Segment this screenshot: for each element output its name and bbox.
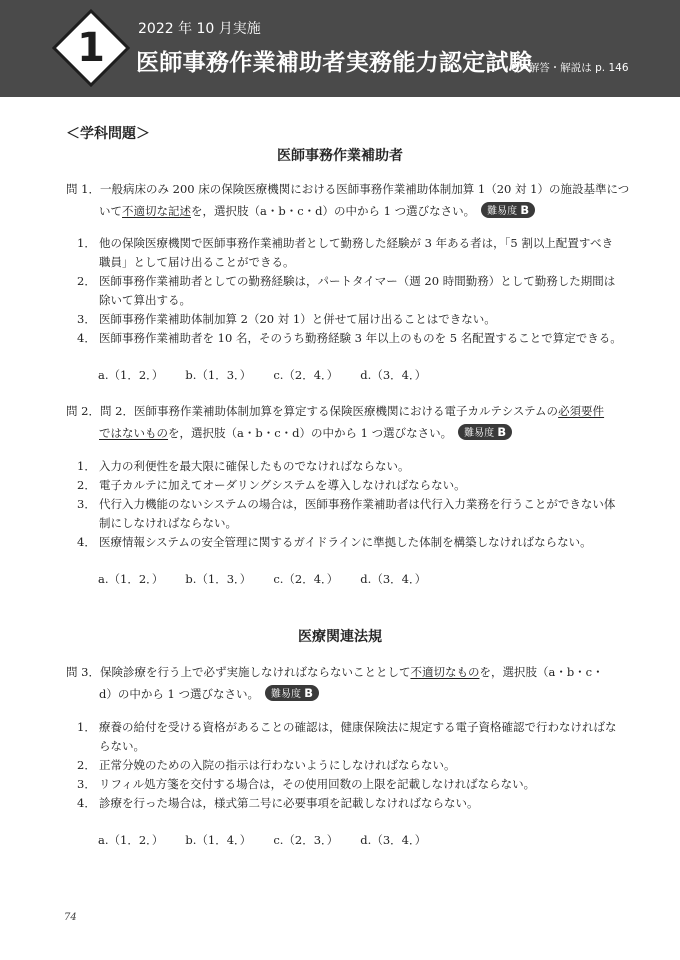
option-item	[77, 756, 627, 775]
option-item	[77, 794, 627, 813]
option-text: 入力の利便性を最大限に確保したものでなければならない。	[99, 459, 410, 473]
option-item	[77, 775, 627, 794]
option-text: 医療情報システムの安全管理に関するガイドラインに準拠した体制を構築しなければならない。	[99, 535, 592, 549]
chapter-number-badge	[52, 9, 130, 87]
stem-text: 問 2．問 2．医師事務作業補助体制加算を算定する保険医療機関における電子カルテシステムの	[66, 404, 559, 418]
stem-line	[66, 422, 626, 444]
option-item	[77, 457, 627, 476]
stem-line	[66, 683, 626, 705]
question-1-options	[77, 234, 627, 348]
difficulty-badge	[481, 202, 535, 218]
choice-a: a.（1．2．）	[98, 833, 164, 847]
difficulty-label: 難易度	[464, 428, 495, 439]
question-2-stem	[66, 400, 626, 444]
option-number: 2．	[77, 758, 96, 772]
option-item	[77, 476, 627, 495]
exam-date: 2022 年 10 月実施	[138, 21, 261, 37]
stem-text: を，選択肢（a・b・c・	[479, 665, 604, 679]
underlined-text: 必須要件	[558, 404, 605, 418]
option-number: 4．	[77, 796, 96, 810]
option-text: らない。	[99, 739, 145, 753]
choice-c: c.（2．4．）	[273, 368, 339, 382]
question-3-choices	[98, 832, 448, 848]
option-number: 4．	[77, 535, 96, 549]
choice-a: a.（1．2．）	[98, 368, 164, 382]
exam-title: 医師事務作業補助者実務能力認定試験	[136, 50, 533, 76]
chapter-header	[0, 0, 680, 97]
option-text: 他の保険医療機関で医師事務作業補助者として勤務した経験が 3 年ある者は，「5 割以上配置すべき	[99, 236, 614, 250]
option-item	[77, 272, 627, 310]
option-text: 職員」として届け出ることができる。	[99, 255, 295, 269]
option-number: 3．	[77, 497, 96, 511]
option-item	[77, 495, 627, 533]
question-2-options	[77, 457, 627, 552]
choice-c: c.（2．4．）	[273, 572, 339, 586]
stem-line	[66, 200, 626, 222]
choice-d: d.（3．4．）	[360, 572, 427, 586]
option-text: 電子カルテに加えてオーダリングシステムを導入しなければならない。	[99, 478, 466, 492]
option-item	[77, 234, 627, 272]
option-item	[77, 310, 627, 329]
difficulty-label: 難易度	[271, 689, 301, 700]
option-text: 医師事務作業補助体制加算 2（20 対 1）と併せて届け出ることはできない。	[99, 312, 496, 326]
option-item	[77, 533, 627, 552]
section-title: 医師事務作業補助者	[277, 148, 403, 164]
underlined-text: 不適切なもの	[410, 665, 480, 679]
stem-line: 問 1．一般病床のみ 200 床の保険医療機関における医師事務作業補助体制加算 1（20 対 1）の施設基準につ	[66, 182, 630, 196]
choice-d: d.（3．4．）	[360, 833, 427, 847]
option-text: 正常分娩のための入院の指示は行わないようにしなければならない。	[99, 758, 456, 772]
difficulty-badge	[265, 685, 319, 701]
option-text: 医師事務作業補助者としての勤務経験は，パートタイマー（週 20 時間勤務）として勤務した期間は	[99, 274, 616, 288]
option-text: 診療を行った場合は，様式第二号に必要事項を記載しなければならない。	[99, 796, 479, 810]
question-1-choices	[98, 367, 448, 383]
stem-text: d）の中から 1 つ選びなさい。	[99, 687, 259, 701]
option-number: 2．	[77, 274, 96, 288]
option-number: 1．	[77, 236, 96, 250]
choice-b: b.（1．3．）	[185, 368, 252, 382]
page-number: 74	[64, 912, 77, 923]
option-item	[77, 329, 627, 348]
stem-text: いて	[99, 204, 122, 218]
stem-text: を，選択肢（a・b・c・d）の中から 1 つ選びなさい。	[168, 426, 453, 440]
difficulty-label: 難易度	[487, 206, 518, 217]
option-number: 1．	[77, 459, 96, 473]
stem-text: を，選択肢（a・b・c・d）の中から 1 つ選びなさい。	[191, 204, 476, 218]
option-number: 2．	[77, 478, 96, 492]
option-number: 3．	[77, 312, 96, 326]
question-2-choices	[98, 571, 448, 587]
choice-b: b.（1．3．）	[185, 572, 252, 586]
question-1-stem	[66, 178, 630, 222]
option-number: 4．	[77, 331, 96, 345]
option-item	[77, 718, 627, 756]
option-text: 制にしなければならない。	[99, 516, 237, 530]
option-text: 代行入力機能のないシステムの場合は，医師事務作業補助者は代行入力業務を行うことができない体	[99, 497, 616, 511]
option-text: リフィル処方箋を交付する場合は，その使用回数の上限を記載しなければならない。	[99, 777, 536, 791]
underlined-text: ではないもの	[99, 426, 168, 440]
subject-heading: ＜学科問題＞	[66, 126, 150, 142]
choice-d: d.（3．4．）	[360, 368, 427, 382]
stem-text: 問 3．保険診療を行う上で必ず実施しなければならないこととして	[66, 665, 411, 679]
stem-line	[66, 400, 626, 422]
question-3-stem	[66, 661, 626, 705]
option-number: 1．	[77, 720, 96, 734]
difficulty-badge	[458, 424, 512, 440]
question-3-options	[77, 718, 627, 813]
choice-c: c.（2．3．）	[273, 833, 339, 847]
answer-reference: ➡解答・解説は p. 146	[520, 62, 629, 74]
underlined-text: 不適切な記述	[122, 204, 191, 218]
chapter-number: 1	[77, 25, 105, 71]
section-title: 医療関連法規	[298, 629, 382, 645]
option-text: 療養の給付を受ける資格があることの確認は，健康保険法に規定する電子資格確認で行わなければな	[99, 720, 617, 734]
option-text: 医師事務作業補助者を 10 名，そのうち勤務経験 3 年以上のものを 5 名配置することで算定できる。	[99, 331, 622, 345]
option-number: 3．	[77, 777, 96, 791]
choice-b: b.（1．4．）	[185, 833, 252, 847]
difficulty-grade: B	[497, 425, 507, 439]
difficulty-grade: B	[520, 203, 530, 217]
difficulty-grade: B	[304, 686, 313, 700]
option-text: 除いて算出する。	[99, 293, 191, 307]
choice-a: a.（1．2．）	[98, 572, 164, 586]
stem-line	[66, 661, 626, 683]
